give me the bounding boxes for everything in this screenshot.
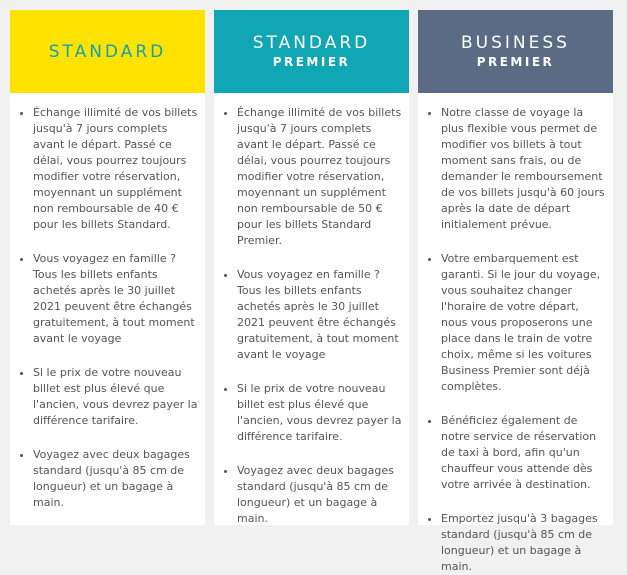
benefit-item: • Notre classe de voyage la plus flexible vous permet de modifier vos billets à tout moment sans frais, ou de demander le remboursement de vos billets jusqu'à 60 jours après la date de départ initialement prévue.	[441, 105, 607, 233]
benefit-item: • Si le prix de votre nouveau billet est plus élevé que l'ancien, vous devrez payer la différence tarifaire.	[33, 365, 199, 429]
benefit-item: • Voyagez avec deux bagages standard (jusqu'à 85 cm de longueur) et un bagage à main.	[237, 463, 403, 527]
benefit-item: • Votre embarquement est garanti. Si le jour du voyage, vous souhaitez changer l'horaire de votre départ, nous vous proposerons une place dans le train de votre choix, même si les voitures Business Premier sont déjà complètes.	[441, 251, 607, 395]
benefit-item: • Vous voyagez en famille ? Tous les billets enfants achetés après le 30 juillet 2021 peuvent être échangés gratuitement, à tout moment avant le voyage	[33, 251, 199, 347]
benefit-item: • Échange illimité de vos billets jusqu'à 7 jours complets avant le départ. Passé ce délai, vous pourrez toujours modifier votre réservation, moyennant un supplément non remboursable de 50 € pour les billets Standard Premier.	[237, 105, 403, 249]
fare-column-standard-premier	[214, 10, 409, 525]
benefit-item: • Échange illimité de vos billets jusqu'à 7 jours complets avant le départ. Passé ce délai, vous pourrez toujours modifier votre réservation, moyennant un supplément non remboursable de 40 € pour les billets Standard.	[33, 105, 199, 233]
benefit-item: • Vous voyagez en famille ? Tous les billets enfants achetés après le 30 juillet 2021 peuvent être échangés gratuitement, à tout moment avant le voyage	[237, 267, 403, 363]
fare-header-standard	[10, 10, 205, 93]
benefit-item: • Si le prix de votre nouveau billet est plus élevé que l'ancien, vous devrez payer la différence tarifaire.	[237, 381, 403, 445]
fare-title: BUSINESS	[461, 33, 570, 53]
fare-header-business-premier	[418, 10, 613, 93]
fare-column-business-premier	[418, 10, 613, 573]
benefit-item: • Emportez jusqu'à 3 bagages standard (jusqu'à 85 cm de longueur) et un bagage à main.	[441, 511, 607, 575]
fare-benefits-list	[10, 93, 205, 511]
fare-subtitle: PREMIER	[476, 55, 555, 69]
fare-benefits-list	[418, 93, 613, 575]
fare-subtitle: PREMIER	[272, 55, 351, 69]
fare-header-standard-premier	[214, 10, 409, 93]
fare-title: STANDARD	[252, 33, 371, 53]
benefit-item: • Bénéficiez également de notre service de réservation de taxi à bord, afin qu'un chauffeur vous attende dès votre arrivée à destination.	[441, 413, 607, 493]
fare-column-standard	[10, 10, 205, 525]
fare-title: STANDARD	[48, 41, 167, 62]
fare-benefits-list	[214, 93, 409, 527]
benefit-item: • Voyagez avec deux bagages standard (jusqu'à 85 cm de longueur) et un bagage à main.	[33, 447, 199, 511]
